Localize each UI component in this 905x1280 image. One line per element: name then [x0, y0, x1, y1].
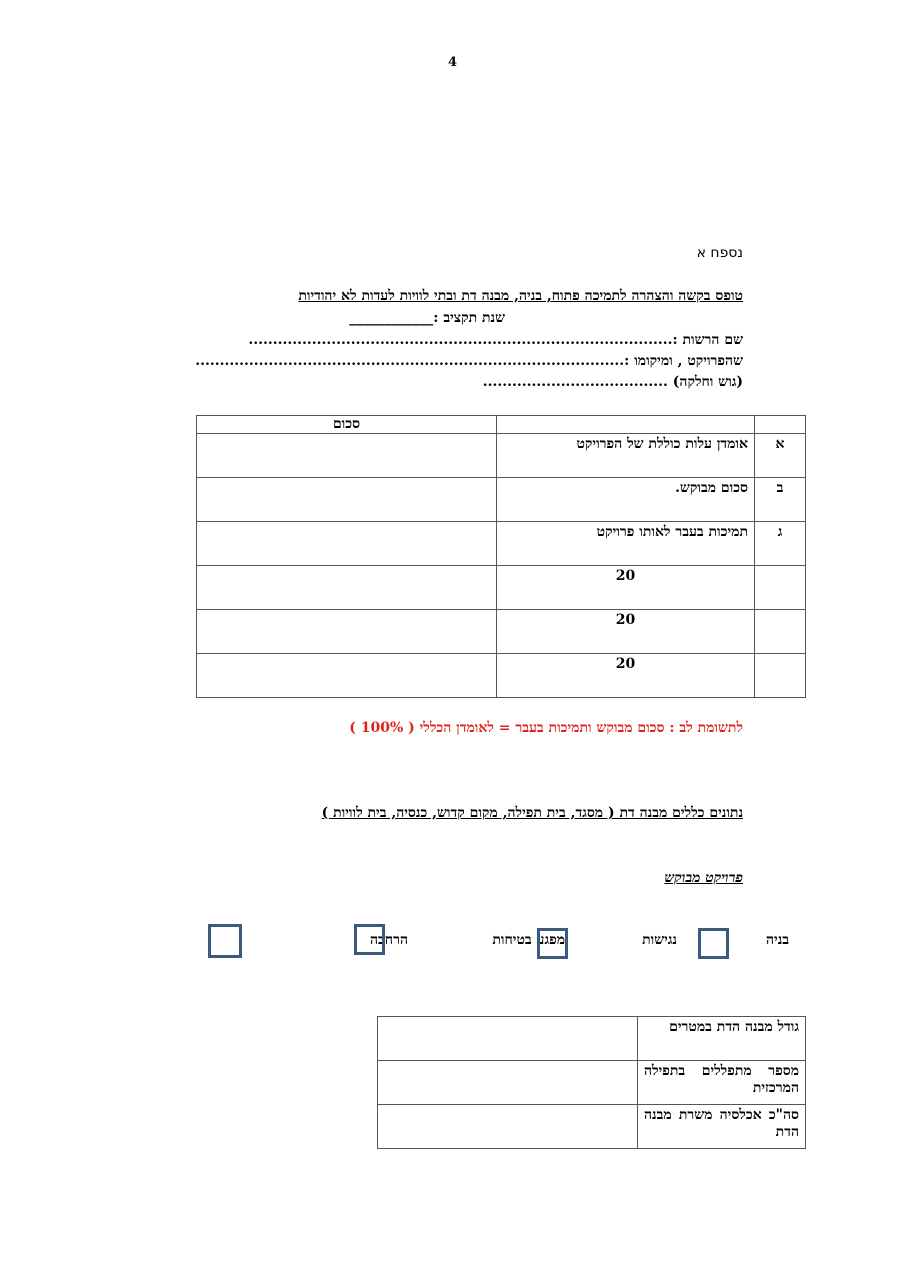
- row-letter: ב: [755, 478, 806, 522]
- requested-project-title: פרויקט מבוקש: [664, 870, 743, 886]
- row-description: תמיכות בעבר לאותו פרויקט: [497, 522, 755, 566]
- details-value-cell[interactable]: [378, 1061, 638, 1105]
- general-data-title: נתונים כללים מבנה דת ( מסגד, בית תפילה, מקום קדוש, כנסיה, בית לוויות ): [321, 805, 743, 821]
- details-label: סה"כ אכלסיה משרת מבנה הדת: [638, 1105, 806, 1149]
- table-row: [197, 566, 806, 610]
- details-value-cell[interactable]: [378, 1017, 638, 1061]
- row-description: אומדן עלות כוללת של הפרויקט: [497, 434, 755, 478]
- row-amount-cell[interactable]: [197, 654, 497, 698]
- row-amount-cell[interactable]: [197, 566, 497, 610]
- cost-table: [196, 415, 806, 698]
- row-letter: ג: [755, 522, 806, 566]
- details-label: מספר מתפללים בתפילה המרכזית: [638, 1061, 806, 1105]
- appendix-label: נספח א: [696, 245, 743, 261]
- row-amount-cell[interactable]: [197, 434, 497, 478]
- checkbox-other[interactable]: [208, 924, 242, 958]
- table-row: [378, 1017, 806, 1061]
- row-year-prefix[interactable]: 20: [497, 566, 755, 610]
- table-row: [197, 654, 806, 698]
- row-amount-cell[interactable]: [197, 478, 497, 522]
- authority-name-field[interactable]: שם הרשות :.......................................................................................: [248, 332, 743, 348]
- table-row: [197, 522, 806, 566]
- details-value-cell[interactable]: [378, 1105, 638, 1149]
- option-safety-shelter-label: מפגע בטיחות: [492, 932, 565, 948]
- row-letter: א: [755, 434, 806, 478]
- parcel-field[interactable]: (גוש וחלקה) ......................................: [482, 374, 743, 390]
- row-letter: [755, 610, 806, 654]
- option-accessibility-label: נגישות: [642, 932, 677, 948]
- checkbox-safety-shelter[interactable]: [537, 928, 568, 959]
- table-row: [378, 1061, 806, 1105]
- checkbox-building[interactable]: [698, 928, 729, 959]
- table-row: [197, 610, 806, 654]
- row-amount-cell[interactable]: [197, 610, 497, 654]
- attention-note: לתשומת לב : סכום מבוקש ותמיכות בעבר = לאומדן הכללי ( 100% ): [349, 720, 743, 736]
- details-label: גודל מבנה הדת במטרים: [638, 1017, 806, 1061]
- cost-header-description: [497, 416, 755, 434]
- row-year-prefix[interactable]: 20: [497, 610, 755, 654]
- cost-header-letter: [755, 416, 806, 434]
- cost-table-header: [197, 416, 806, 434]
- row-description: סכום מבוקש.: [497, 478, 755, 522]
- checkbox-expansion[interactable]: [354, 924, 385, 955]
- row-letter: [755, 566, 806, 610]
- project-location-field[interactable]: שהפרויקט , ומיקומו :........................................................................................: [195, 353, 743, 369]
- page-number: 4: [447, 55, 458, 70]
- option-building-label: בניה: [765, 932, 789, 948]
- table-row: [197, 478, 806, 522]
- row-year-prefix[interactable]: 20: [497, 654, 755, 698]
- budget-year-field[interactable]: שנת תקציב :____________: [349, 310, 505, 326]
- row-letter: [755, 654, 806, 698]
- table-row: [378, 1105, 806, 1149]
- details-table: [377, 1016, 806, 1149]
- table-row: [197, 434, 806, 478]
- row-amount-cell[interactable]: [197, 522, 497, 566]
- option-expansion-label: הרחבה: [369, 932, 408, 948]
- form-title: טופס בקשה והצהרה לתמיכה פתוח, בניה, מבנה דת ובתי לוויות לעדות לא יהודיות: [298, 288, 743, 304]
- cost-header-amount: סכום: [197, 416, 497, 434]
